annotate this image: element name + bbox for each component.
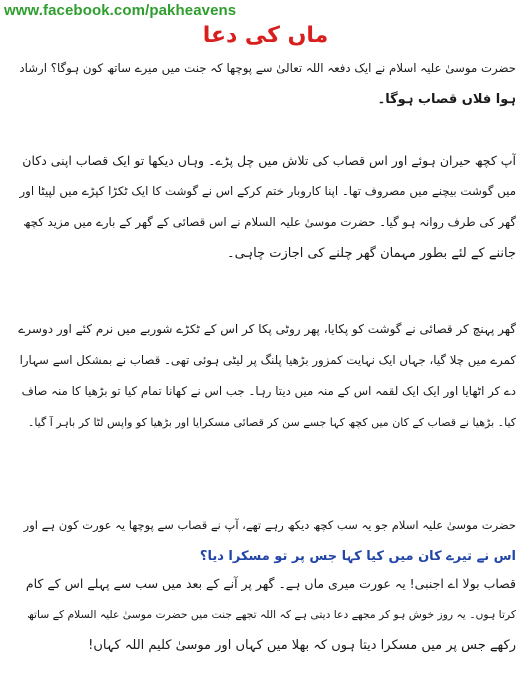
paragraph-2 [18,145,516,269]
paragraph-3-line-2: کمرے میں چلا گیا، جہاں ایک نہایت کمزور بڑھیا پلنگ پر لیٹی ہوئی تھی۔ قصاب نے بمشکل اسے سہارا [19,353,516,367]
paragraph-2-line-1: آپ کچھ حیران ہوئے اور اس قصاب کی تلاش میں چل پڑے۔ وہاں دیکھا تو ایک قصاب اپنی دکان [22,153,516,168]
paragraph-5 [18,568,516,661]
paragraph-3-line-4: کیا۔ بڑھیا نے قصاب کے کان میں کچھ کہا جسے سن کر قصائی مسکرایا اور بڑھیا کو واپس لٹا کر باہر آ گیا۔ [27,416,516,429]
watermark-url: www.facebook.com/pakheavens [4,2,237,19]
paragraph-3-line-1: گھر پہنچ کر قصائی نے گوشت کو پکایا، پھر روٹی پکا کر اس کے ٹکڑے شوربے میں نرم کئے اور دوسرے [18,322,516,336]
paragraph-2-line-4: جاننے کے لئے بطور مہمان گھر چلنے کی اجازت چاہی۔ [227,246,516,261]
paragraph-5-line-2: کرتا ہوں۔ یہ روز خوش ہو کر مجھے دعا دیتی ہے کہ اللہ تجھے جنت میں حضرت موسیٰ علیہ السلام کے ساتھ [27,608,516,621]
paragraph-5-line-1: قصاب بولا اے اجنبی! یہ عورت میری ماں ہے۔ گھر پر آنے کے بعد میں سب سے پہلے اس کے کام [25,576,516,591]
paragraph-5-line-3: رکھے جس پر میں مسکرا دیتا ہوں کہ بھلا میں کہاں اور موسیٰ کلیم اللہ کہاں! [88,638,516,653]
paragraph-2-line-2: میں گوشت بیچنے میں مصروف تھا۔ اپنا کاروبار ختم کرکے اس نے گوشت کا ایک ٹکڑا کپڑے میں لپیٹا اور [19,184,516,198]
paragraph-4 [18,510,516,572]
paragraph-3 [18,314,516,438]
paragraph-1-line-1: حضرت موسیٰ علیہ اسلام نے ایک دفعہ اللہ تعالیٰ سے پوچھا کہ جنت میں میرے ساتھ کون ہوگا؟ ارشاد [19,61,516,75]
paragraph-4-line-2: اس نے تیرے کان میں کیا کہا جس پر تو مسکرا دیا؟ [199,549,516,564]
paragraph-1 [18,53,516,115]
paragraph-2-line-3: گھر کی طرف روانہ ہو گیا۔ حضرت موسیٰ علیہ السلام نے اس قصائی کے گھر کے بارے میں مزید کچھ [23,215,516,229]
paragraph-3-line-3: دے کر اٹھایا اور ایک ایک لقمہ اس کے منہ میں دیتا رہا۔ جب اس نے کھانا تمام کیا تو بڑھیا کا منہ صاف [21,384,516,398]
paragraph-1-line-2: ہوا فلاں قصاب ہوگا۔ [377,92,516,107]
paragraph-4-line-1: حضرت موسیٰ علیہ اسلام جو یہ سب کچھ دیکھ رہے تھے، آپ نے قصاب سے پوچھا یہ عورت کون ہے اور [23,518,516,532]
page-title: ماں کی دعا [202,23,329,48]
